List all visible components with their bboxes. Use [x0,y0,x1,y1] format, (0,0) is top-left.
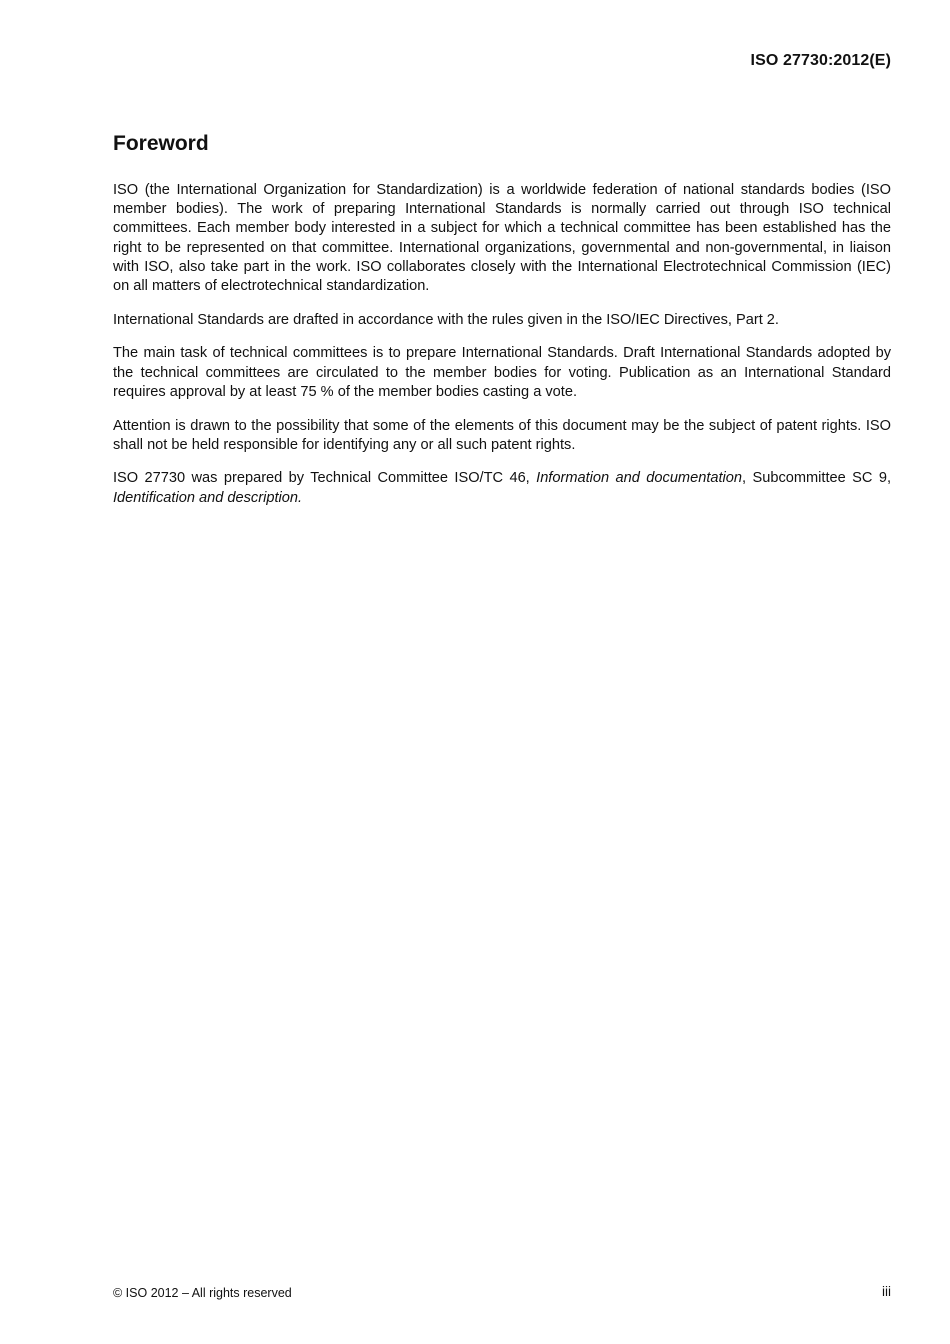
document-code: ISO 27730:2012(E) [750,52,891,69]
paragraph-preparation [113,469,891,507]
paragraph-text: ISO 27730 was prepared by Technical Committee ISO/TC 46, [113,470,537,487]
paragraph: ISO (the International Organization for Standardization) is a worldwide federation of national standards bodies (ISO member bodies). The work of preparing International Standards is normally carried out through ISO technical committees. Each member body interested in a subject for which a technical committee has been established has the right to be represented on that committee. International organizations, governmental and non-governmental, in liaison with ISO, also take part in the work. ISO collaborates closely with the International Electrotechnical Commission (IEC) on all matters of electrotechnical standardization. [113,182,891,295]
foreword-section [113,130,891,522]
paragraph: Attention is drawn to the possibility that some of the elements of this document may be the subject of patent rights. ISO shall not be held responsible for identifying any or all such patent rights. [113,417,891,453]
paragraph: International Standards are drafted in accordance with the rules given in the ISO/IEC Directives, Part 2. [113,311,779,328]
paragraph-text: , Subcommittee SC 9, [742,470,891,487]
paragraph: The main task of technical committees is to prepare International Standards. Draft International Standards adopted by the technical committees are circulated to the member bodies for voting. Publication as an International Standard requires approval by at least 75 % of the member bodies casting a vote. [113,345,891,400]
page-number: iii [882,1284,891,1299]
subcommittee-title: Identification and description. [113,489,303,506]
committee-title: Information and documentation [536,470,743,487]
copyright-notice: © ISO 2012 – All rights reserved [113,1286,292,1300]
page-title: Foreword [113,132,209,155]
